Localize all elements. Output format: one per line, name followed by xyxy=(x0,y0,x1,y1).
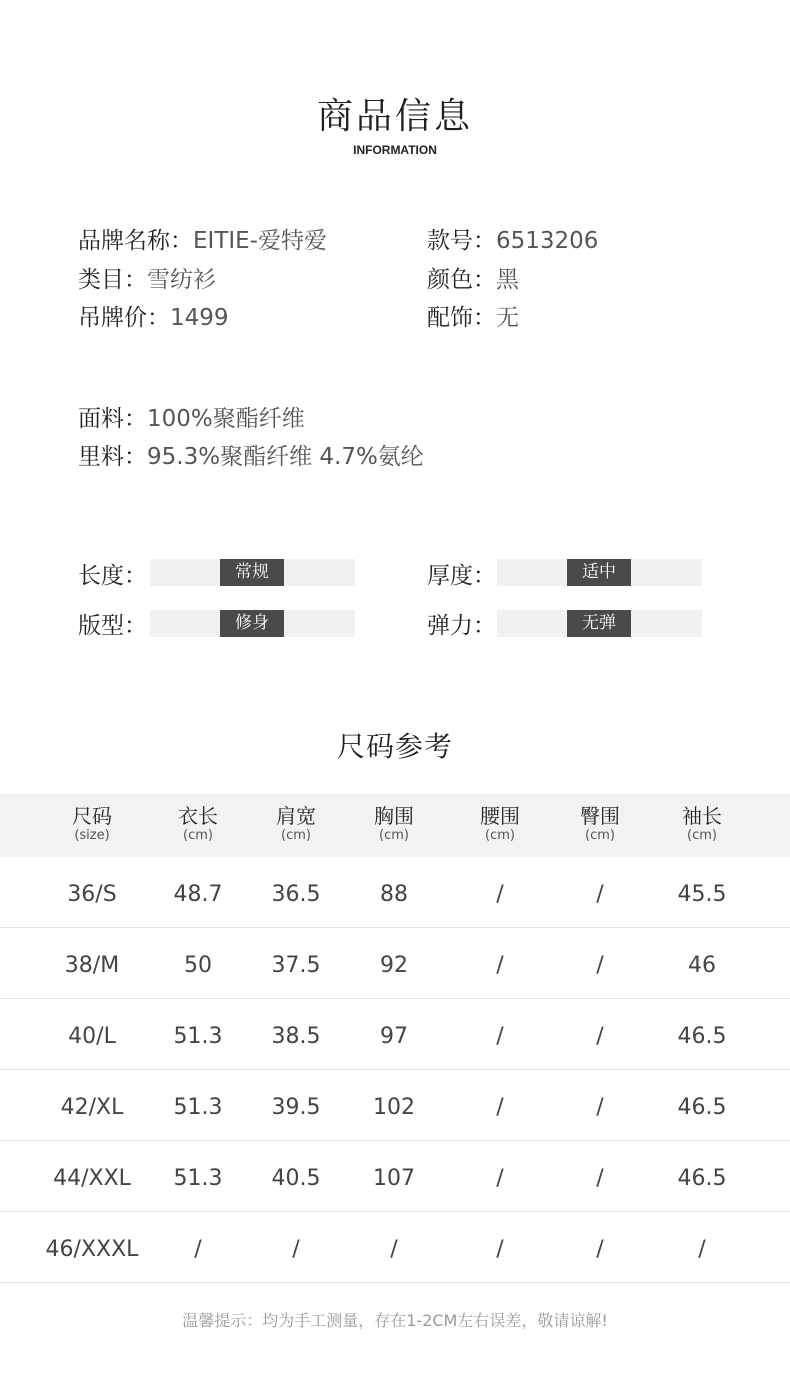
cell-shoulder: 40.5 xyxy=(271,1166,321,1191)
cell-hip: / xyxy=(596,1237,604,1262)
table-row xyxy=(0,1212,790,1283)
header-shoulder xyxy=(246,804,346,844)
cell-waist: / xyxy=(496,1095,504,1120)
size-table xyxy=(0,794,790,1283)
cell-hip: / xyxy=(596,1024,604,1049)
page-subtitle: INFORMATION xyxy=(353,143,437,157)
material-value: 100%聚酯纤维 xyxy=(147,406,305,432)
header-unit: (cm) xyxy=(485,828,515,843)
cell-waist: / xyxy=(496,882,504,907)
header-unit: (cm) xyxy=(379,828,409,843)
header-hip xyxy=(550,804,650,844)
material-label: 面料： xyxy=(78,406,147,432)
cell-hip: / xyxy=(596,1095,604,1120)
cell-shoulder: 39.5 xyxy=(271,1095,321,1120)
cell-size: 42/XL xyxy=(60,1095,124,1120)
attr-fit-label: 版型： xyxy=(78,613,147,639)
info-style-number xyxy=(427,222,598,255)
cell-waist: / xyxy=(496,1024,504,1049)
cell-bust: 97 xyxy=(380,1024,408,1049)
material-value: 95.3%聚酯纤维 4.7%氨纶 xyxy=(147,444,424,470)
size-chart-title: 尺码参考 xyxy=(336,730,453,763)
cell-shoulder: 38.5 xyxy=(271,1024,321,1049)
table-row xyxy=(0,1141,790,1212)
header-label: 肩宽 xyxy=(276,804,316,828)
cell-hip: / xyxy=(596,953,604,978)
info-value: 6513206 xyxy=(496,228,599,254)
table-header xyxy=(0,794,790,857)
info-label: 颜色： xyxy=(427,267,496,293)
cell-length: 51.3 xyxy=(173,1166,223,1191)
cell-length: 48.7 xyxy=(173,882,223,907)
header-unit: (cm) xyxy=(585,828,615,843)
cell-shoulder: / xyxy=(292,1237,300,1262)
cell-length: 50 xyxy=(184,953,212,978)
cell-waist: / xyxy=(496,1166,504,1191)
attr-thickness-chip: 适中 xyxy=(567,559,631,586)
cell-size: 36/S xyxy=(67,882,117,907)
header-unit: (cm) xyxy=(687,828,717,843)
header-bust xyxy=(344,804,444,844)
cell-sleeve: 46.5 xyxy=(677,1024,727,1049)
attr-elasticity-chip: 无弹 xyxy=(567,610,631,637)
info-color xyxy=(427,261,519,294)
cell-length: 51.3 xyxy=(173,1095,223,1120)
cell-sleeve: 45.5 xyxy=(677,882,727,907)
cell-sleeve: / xyxy=(698,1237,706,1262)
header-unit: (cm) xyxy=(183,828,213,843)
page-title: 商品信息 xyxy=(316,96,473,137)
info-value: 无 xyxy=(496,305,519,331)
attr-elasticity-label: 弹力： xyxy=(427,613,496,639)
info-category xyxy=(78,261,216,294)
attr-length-track xyxy=(150,559,355,586)
header-waist xyxy=(450,804,550,844)
page-header xyxy=(0,88,790,157)
table-row xyxy=(0,928,790,999)
info-value: 1499 xyxy=(170,305,229,331)
cell-hip: / xyxy=(596,882,604,907)
info-label: 配饰： xyxy=(427,305,496,331)
info-value: EITIE-爱特爱 xyxy=(193,228,327,254)
attr-fit-chip: 修身 xyxy=(220,610,284,637)
table-row xyxy=(0,1070,790,1141)
header-label: 腰围 xyxy=(480,804,520,828)
table-row xyxy=(0,857,790,928)
header-sleeve xyxy=(652,804,752,844)
cell-bust: 107 xyxy=(373,1166,415,1191)
cell-sleeve: 46.5 xyxy=(677,1095,727,1120)
cell-size: 40/L xyxy=(68,1024,116,1049)
material-label: 里料： xyxy=(78,444,147,470)
info-label: 品牌名称： xyxy=(78,228,193,254)
attr-thickness-track xyxy=(497,559,702,586)
cell-waist: / xyxy=(496,953,504,978)
header-label: 臀围 xyxy=(580,804,620,828)
cell-shoulder: 37.5 xyxy=(271,953,321,978)
attr-elasticity-track xyxy=(497,610,702,637)
cell-hip: / xyxy=(596,1166,604,1191)
attr-fit-track xyxy=(150,610,355,637)
cell-shoulder: 36.5 xyxy=(271,882,321,907)
cell-bust: 92 xyxy=(380,953,408,978)
info-tag-price xyxy=(78,299,229,332)
info-value: 雪纺衫 xyxy=(147,267,216,293)
material-lining xyxy=(78,438,424,471)
info-value: 黑 xyxy=(496,267,519,293)
cell-length: 51.3 xyxy=(173,1024,223,1049)
cell-size: 46/XXXL xyxy=(45,1237,139,1262)
attr-thickness-label: 厚度： xyxy=(427,563,496,589)
cell-length: / xyxy=(194,1237,202,1262)
info-accessories xyxy=(427,299,519,332)
info-label: 类目： xyxy=(78,267,147,293)
material-outer xyxy=(78,400,305,433)
cell-sleeve: 46.5 xyxy=(677,1166,727,1191)
cell-bust: / xyxy=(390,1237,398,1262)
cell-sleeve: 46 xyxy=(688,953,716,978)
info-label: 吊牌价： xyxy=(78,305,170,331)
cell-size: 38/M xyxy=(64,953,120,978)
header-unit: (size) xyxy=(74,828,110,843)
header-label: 尺码 xyxy=(72,804,112,828)
cell-bust: 88 xyxy=(380,882,408,907)
header-size xyxy=(42,804,142,844)
table-row xyxy=(0,999,790,1070)
header-unit: (cm) xyxy=(281,828,311,843)
header-length xyxy=(148,804,248,844)
attr-length-label: 长度： xyxy=(78,563,147,589)
cell-waist: / xyxy=(496,1237,504,1262)
cell-bust: 102 xyxy=(373,1095,415,1120)
header-label: 袖长 xyxy=(682,804,722,828)
cell-size: 44/XXL xyxy=(53,1166,131,1191)
header-label: 衣长 xyxy=(178,804,218,828)
measurement-note: 温馨提示：均为手工测量，存在1-2CM左右误差，敬请谅解! xyxy=(182,1311,608,1330)
attr-length-chip: 常规 xyxy=(220,559,284,586)
header-label: 胸围 xyxy=(374,804,414,828)
info-label: 款号： xyxy=(427,228,496,254)
info-brand xyxy=(78,222,327,255)
